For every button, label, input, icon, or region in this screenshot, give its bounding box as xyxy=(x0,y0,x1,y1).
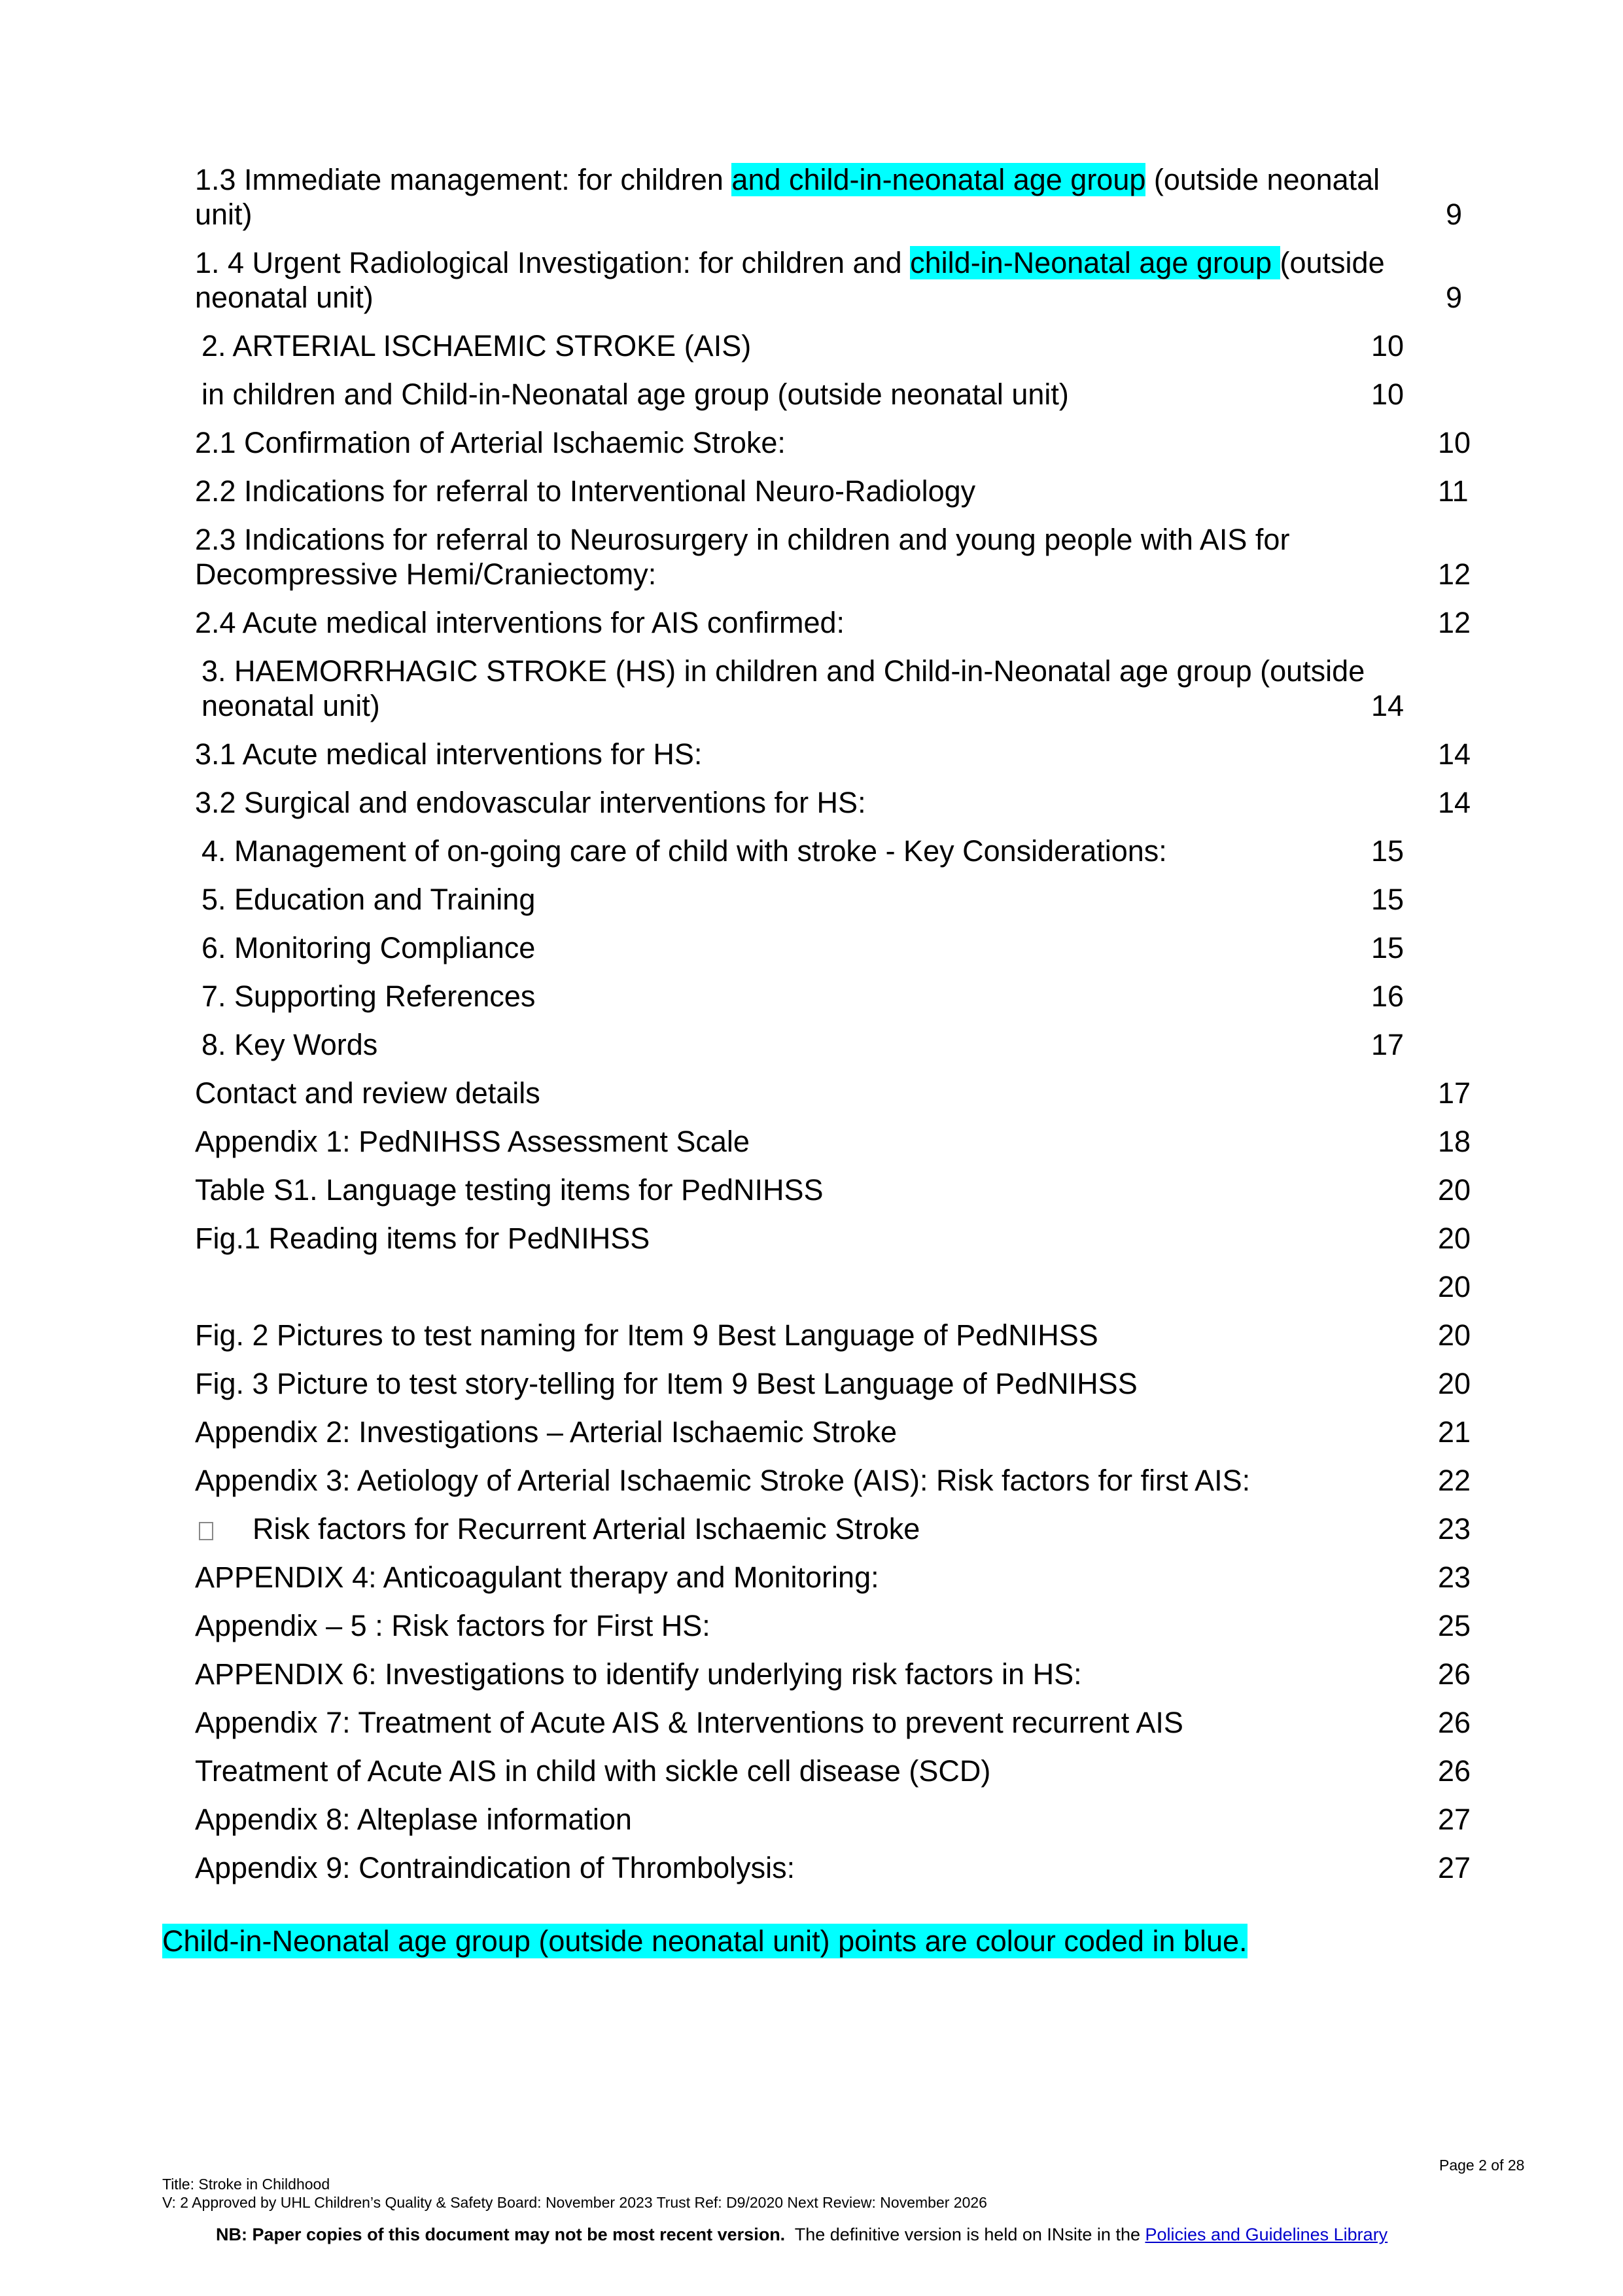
page-number: 20 xyxy=(1438,1222,1471,1255)
page-number: 14 xyxy=(1371,689,1405,722)
footer-note-text: The definitive version is held on INsite in the xyxy=(785,2225,1145,2244)
page-number: 23 xyxy=(1438,1512,1471,1545)
toc-entry[interactable]: 2. ARTERIAL ISCHAEMIC STROKE (AIS) 10 xyxy=(201,329,1405,362)
page-number: 27 xyxy=(1438,1803,1471,1836)
page-number: 22 xyxy=(1438,1464,1471,1497)
footer-note xyxy=(216,2225,1387,2245)
page-number: 14 xyxy=(1438,786,1471,819)
page-number: 10 xyxy=(1371,329,1405,362)
toc-entry[interactable]: Appendix 3: Aetiology of Arterial Ischaemic Stroke (AIS): Risk factors for first AIS: 22 xyxy=(195,1464,1471,1497)
toc-entry[interactable]: Appendix – 5 : Risk factors for First HS: 25 xyxy=(195,1609,1471,1642)
footer-version: V: 2 Approved by UHL Children’s Quality & Safety Board: November 2023 Trust Ref: D9/2020 Next Review: November 2026 xyxy=(162,2194,987,2211)
page-number-footer: Page 2 of 28 xyxy=(1439,2157,1525,2174)
page-number: 18 xyxy=(1438,1125,1471,1158)
page-number: 9 xyxy=(1446,281,1463,314)
page-number: 12 xyxy=(1438,557,1471,591)
page-number: 10 xyxy=(1438,426,1471,459)
toc-entry[interactable]: Fig. 2 Pictures to test naming for Item 9 Best Language of PedNIHSS 20 xyxy=(195,1318,1471,1352)
toc-entry[interactable]: APPENDIX 6: Investigations to identify underlying risk factors in HS: 26 xyxy=(195,1657,1471,1691)
toc-entry[interactable]: Appendix 7: Treatment of Acute AIS & Interventions to prevent recurrent AIS 26 xyxy=(195,1706,1471,1739)
toc-entry[interactable]: APPENDIX 4: Anticoagulant therapy and Monitoring: 23 xyxy=(195,1561,1471,1594)
toc-entry[interactable]: 4. Management of on-going care of child with stroke - Key Considerations: 15 xyxy=(201,834,1405,868)
colour-code-note: Child-in-Neonatal age group (outside neonatal unit) points are colour coded in blue. xyxy=(162,1924,1248,1958)
page-number: 21 xyxy=(1438,1415,1471,1449)
highlight-neonatal: and child-in-neonatal age group xyxy=(731,163,1146,196)
page-number: 9 xyxy=(1446,198,1463,231)
page-number: 10 xyxy=(1371,378,1405,411)
toc-entry[interactable]: Appendix 8: Alteplase information 27 xyxy=(195,1803,1471,1836)
page-number: 27 xyxy=(1438,1851,1471,1884)
toc-entry[interactable]: Fig.1 Reading items for PedNIHSS 20 xyxy=(195,1222,1471,1255)
toc-entry[interactable]: Appendix 9: Contraindication of Thrombolysis: 27 xyxy=(195,1851,1471,1884)
toc-entry[interactable]: Fig. 3 Picture to test story-telling for Item 9 Best Language of PedNIHSS 20 xyxy=(195,1367,1471,1400)
page-number: 26 xyxy=(1438,1657,1471,1691)
highlight-neonatal: child-in-Neonatal age group xyxy=(910,246,1280,279)
toc-entry[interactable]: in children and Child-in-Neonatal age group (outside neonatal unit) 10 xyxy=(201,378,1405,411)
footer-title: Title: Stroke in Childhood xyxy=(162,2176,330,2193)
toc-entry[interactable]: Treatment of Acute AIS in child with sickle cell disease (SCD) 26 xyxy=(195,1754,1471,1788)
page-number: 20 xyxy=(1438,1318,1471,1352)
toc-entry[interactable]: 2.3 Indications for referral to Neurosurgery in children and young people with AIS for Decompressive Hemi/Craniectomy: 12 xyxy=(195,523,1471,591)
footer-note-bold: NB: Paper copies of this document may not be most recent version. xyxy=(216,2225,786,2244)
page-number: 17 xyxy=(1438,1076,1471,1110)
bullet-icon xyxy=(199,1522,213,1540)
page-number: 23 xyxy=(1438,1561,1471,1594)
page-number: 17 xyxy=(1371,1028,1405,1061)
toc-entry[interactable]: Risk factors for Recurrent Arterial Ischaemic Stroke 23 xyxy=(195,1511,1464,1546)
page-number: 11 xyxy=(1438,474,1469,508)
page-number: 25 xyxy=(1438,1609,1471,1642)
toc-entry[interactable]: 6. Monitoring Compliance 15 xyxy=(201,931,1405,964)
policies-library-link[interactable]: Policies and Guidelines Library xyxy=(1145,2225,1388,2244)
toc-entry[interactable]: 2.2 Indications for referral to Interventional Neuro-Radiology 11 xyxy=(195,474,1469,508)
toc-entry[interactable]: Appendix 1: PedNIHSS Assessment Scale 18 xyxy=(195,1125,1471,1158)
toc-entry[interactable]: Contact and review details 17 xyxy=(195,1076,1471,1110)
toc-entry[interactable]: 2.4 Acute medical interventions for AIS confirmed: 12 xyxy=(195,606,1471,639)
page-number: 15 xyxy=(1371,834,1405,868)
page-number: 15 xyxy=(1371,883,1405,916)
toc-entry[interactable]: 2.1 Confirmation of Arterial Ischaemic Stroke: 10 xyxy=(195,426,1471,459)
toc-entry[interactable]: 1. 4 Urgent Radiological Investigation: for children and child-in-Neonatal age group (outside neonatal unit) 9 xyxy=(195,246,1463,314)
toc-entry[interactable]: 3. HAEMORRHAGIC STROKE (HS) in children and Child-in-Neonatal age group (outside neonatal unit) 14 xyxy=(201,654,1405,722)
page-number: 20 xyxy=(1438,1367,1471,1400)
page-number: 12 xyxy=(1438,606,1471,639)
page-number: 26 xyxy=(1438,1706,1471,1739)
toc-entry[interactable]: 1.3 Immediate management: for children and child-in-neonatal age group (outside neonatal unit) 9 xyxy=(195,163,1463,231)
page-number: 15 xyxy=(1371,931,1405,964)
toc-entry[interactable]: 3.1 Acute medical interventions for HS: 14 xyxy=(195,737,1471,771)
toc-entry[interactable]: 3.2 Surgical and endovascular interventions for HS: 14 xyxy=(195,786,1471,819)
toc-entry[interactable]: 5. Education and Training 15 xyxy=(201,883,1405,916)
toc-entry[interactable]: Table S1. Language testing items for PedNIHSS 20 xyxy=(195,1173,1471,1207)
page-number: 16 xyxy=(1371,980,1405,1013)
page-number: 20 xyxy=(1438,1270,1471,1303)
page-number: 20 xyxy=(1438,1173,1471,1207)
toc-entry[interactable]: Appendix 2: Investigations – Arterial Ischaemic Stroke 21 xyxy=(195,1415,1471,1449)
toc-entry[interactable]: 7. Supporting References 16 xyxy=(201,980,1405,1013)
toc-entry[interactable]: 8. Key Words 17 xyxy=(201,1028,1405,1061)
page-number: 14 xyxy=(1438,737,1471,771)
page-number: 26 xyxy=(1438,1754,1471,1788)
